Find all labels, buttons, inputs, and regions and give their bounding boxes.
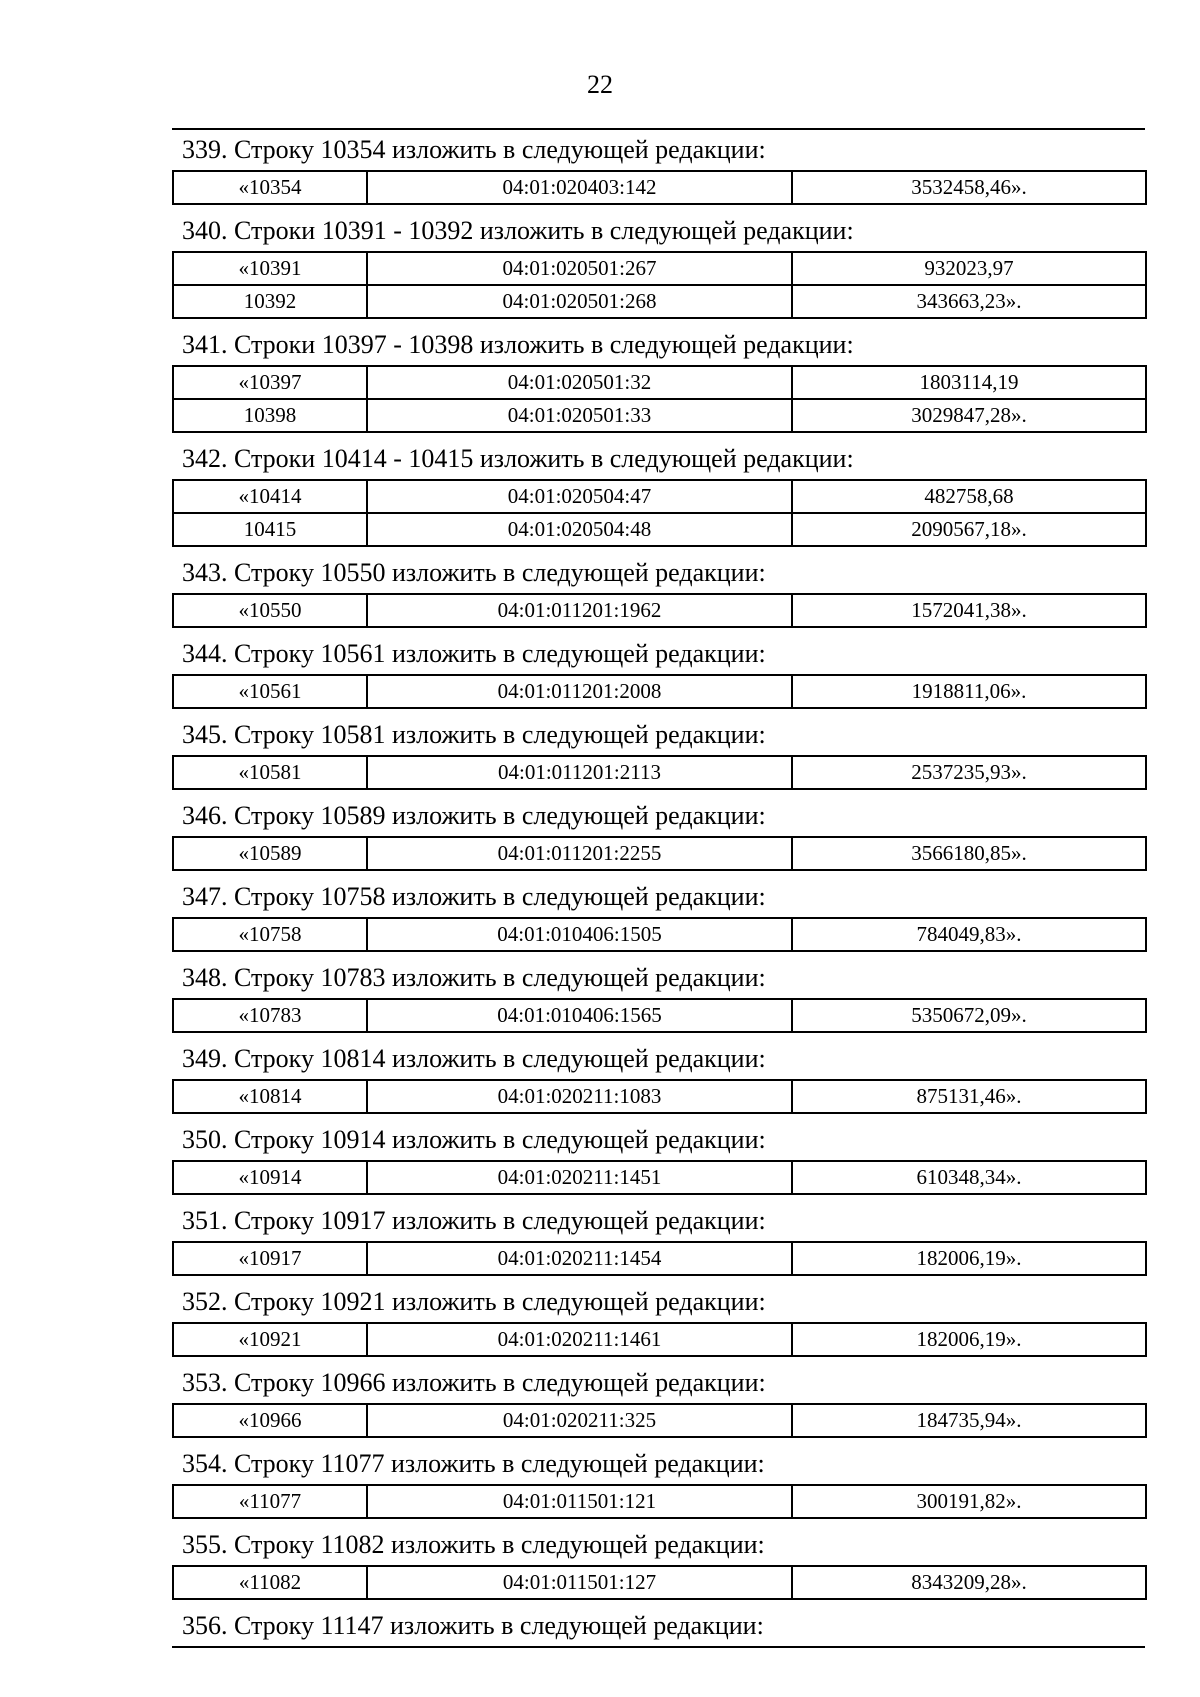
amendment-table <box>172 1484 1147 1519</box>
amendment-table <box>172 365 1147 433</box>
row-number-cell: 10392 <box>173 285 367 318</box>
value-cell: 1803114,19 <box>792 366 1146 399</box>
value-cell: 610348,34». <box>792 1161 1146 1194</box>
amendment-table <box>172 755 1147 790</box>
row-number-cell: «10561 <box>173 675 367 708</box>
section-heading: 353. Строку 10966 изложить в следующей редакции: <box>182 1368 766 1397</box>
section-heading: 348. Строку 10783 изложить в следующей редакции: <box>182 963 766 992</box>
table-row <box>173 1485 1146 1518</box>
cadastral-number-cell: 04:01:011501:127 <box>367 1566 792 1599</box>
value-cell: 2090567,18». <box>792 513 1146 546</box>
row-number-cell: «10914 <box>173 1161 367 1194</box>
amendment-table <box>172 479 1147 547</box>
amendment-table <box>172 251 1147 319</box>
table-row <box>173 399 1146 432</box>
table-row <box>173 366 1146 399</box>
section-heading: 350. Строку 10914 изложить в следующей редакции: <box>182 1125 766 1154</box>
row-number-cell: «10354 <box>173 171 367 204</box>
value-cell: 932023,97 <box>792 252 1146 285</box>
amendment-table <box>172 836 1147 871</box>
cadastral-number-cell: 04:01:011201:2113 <box>367 756 792 789</box>
value-cell: 3566180,85». <box>792 837 1146 870</box>
row-number-cell: «10758 <box>173 918 367 951</box>
row-number-cell: «10581 <box>173 756 367 789</box>
amendment-table <box>172 1403 1147 1438</box>
cadastral-number-cell: 04:01:010406:1565 <box>367 999 792 1032</box>
amendment-table <box>172 1322 1147 1357</box>
value-cell: 343663,23». <box>792 285 1146 318</box>
cadastral-number-cell: 04:01:011501:121 <box>367 1485 792 1518</box>
section-heading: 352. Строку 10921 изложить в следующей редакции: <box>182 1287 766 1316</box>
section-heading: 349. Строку 10814 изложить в следующей редакции: <box>182 1044 766 1073</box>
cadastral-number-cell: 04:01:020211:1461 <box>367 1323 792 1356</box>
amendment-table <box>172 593 1147 628</box>
row-number-cell: «10414 <box>173 480 367 513</box>
value-cell: 300191,82». <box>792 1485 1146 1518</box>
value-cell: 8343209,28». <box>792 1566 1146 1599</box>
table-row <box>173 918 1146 951</box>
table-row <box>173 837 1146 870</box>
table-row <box>173 1404 1146 1437</box>
table-row <box>173 1161 1146 1194</box>
value-cell: 3029847,28». <box>792 399 1146 432</box>
table-row <box>173 594 1146 627</box>
table-row <box>173 513 1146 546</box>
row-number-cell: «10783 <box>173 999 367 1032</box>
table-row <box>173 675 1146 708</box>
table-row <box>173 480 1146 513</box>
value-cell: 3532458,46». <box>792 171 1146 204</box>
table-row <box>173 1323 1146 1356</box>
row-number-cell: «11082 <box>173 1566 367 1599</box>
section-heading: 355. Строку 11082 изложить в следующей редакции: <box>182 1530 765 1559</box>
cadastral-number-cell: 04:01:020211:1451 <box>367 1161 792 1194</box>
value-cell: 5350672,09». <box>792 999 1146 1032</box>
row-number-cell: «11077 <box>173 1485 367 1518</box>
section-heading: 341. Строки 10397 - 10398 изложить в следующей редакции: <box>182 330 854 359</box>
amendment-table <box>172 1160 1147 1195</box>
value-cell: 184735,94». <box>792 1404 1146 1437</box>
section-heading: 342. Строки 10414 - 10415 изложить в следующей редакции: <box>182 444 854 473</box>
table-row <box>173 252 1146 285</box>
cadastral-number-cell: 04:01:020403:142 <box>367 171 792 204</box>
amendment-table <box>172 674 1147 709</box>
row-number-cell: «10917 <box>173 1242 367 1275</box>
table-row <box>173 1242 1146 1275</box>
amendment-table <box>172 170 1147 205</box>
row-number-cell: «10397 <box>173 366 367 399</box>
section-heading: 339. Строку 10354 изложить в следующей редакции: <box>182 135 766 164</box>
amendment-table <box>172 1565 1147 1600</box>
amendment-table <box>172 1241 1147 1276</box>
section-heading: 343. Строку 10550 изложить в следующей редакции: <box>182 558 766 587</box>
document-body <box>172 128 1145 1648</box>
section-heading: 344. Строку 10561 изложить в следующей редакции: <box>182 639 766 668</box>
cadastral-number-cell: 04:01:020211:325 <box>367 1404 792 1437</box>
table-row <box>173 999 1146 1032</box>
value-cell: 784049,83». <box>792 918 1146 951</box>
section-heading: 356. Строку 11147 изложить в следующей редакции: <box>182 1611 764 1640</box>
cadastral-number-cell: 04:01:020211:1083 <box>367 1080 792 1113</box>
value-cell: 1918811,06». <box>792 675 1146 708</box>
row-number-cell: 10398 <box>173 399 367 432</box>
row-number-cell: «10589 <box>173 837 367 870</box>
table-row <box>173 171 1146 204</box>
row-number-cell: «10550 <box>173 594 367 627</box>
row-number-cell: 10415 <box>173 513 367 546</box>
table-row <box>173 1566 1146 1599</box>
table-row <box>173 1080 1146 1113</box>
cadastral-number-cell: 04:01:011201:1962 <box>367 594 792 627</box>
value-cell: 875131,46». <box>792 1080 1146 1113</box>
cadastral-number-cell: 04:01:020501:32 <box>367 366 792 399</box>
cadastral-number-cell: 04:01:020501:268 <box>367 285 792 318</box>
cadastral-number-cell: 04:01:020211:1454 <box>367 1242 792 1275</box>
row-number-cell: «10391 <box>173 252 367 285</box>
cadastral-number-cell: 04:01:020504:47 <box>367 480 792 513</box>
value-cell: 182006,19». <box>792 1242 1146 1275</box>
cadastral-number-cell: 04:01:010406:1505 <box>367 918 792 951</box>
amendment-table <box>172 917 1147 952</box>
cadastral-number-cell: 04:01:020501:267 <box>367 252 792 285</box>
table-row <box>173 285 1146 318</box>
amendment-table <box>172 998 1147 1033</box>
row-number-cell: «10966 <box>173 1404 367 1437</box>
row-number-cell: «10921 <box>173 1323 367 1356</box>
section-heading: 351. Строку 10917 изложить в следующей редакции: <box>182 1206 766 1235</box>
amendment-table <box>172 1079 1147 1114</box>
section-heading: 347. Строку 10758 изложить в следующей редакции: <box>182 882 766 911</box>
section-heading: 354. Строку 11077 изложить в следующей редакции: <box>182 1449 765 1478</box>
value-cell: 2537235,93». <box>792 756 1146 789</box>
page-number: 22 <box>587 70 613 99</box>
section-heading: 345. Строку 10581 изложить в следующей редакции: <box>182 720 766 749</box>
cadastral-number-cell: 04:01:020504:48 <box>367 513 792 546</box>
value-cell: 1572041,38». <box>792 594 1146 627</box>
row-number-cell: «10814 <box>173 1080 367 1113</box>
value-cell: 182006,19». <box>792 1323 1146 1356</box>
table-row <box>173 756 1146 789</box>
cadastral-number-cell: 04:01:011201:2255 <box>367 837 792 870</box>
value-cell: 482758,68 <box>792 480 1146 513</box>
cadastral-number-cell: 04:01:020501:33 <box>367 399 792 432</box>
section-heading: 340. Строки 10391 - 10392 изложить в следующей редакции: <box>182 216 854 245</box>
cadastral-number-cell: 04:01:011201:2008 <box>367 675 792 708</box>
section-heading: 346. Строку 10589 изложить в следующей редакции: <box>182 801 766 830</box>
